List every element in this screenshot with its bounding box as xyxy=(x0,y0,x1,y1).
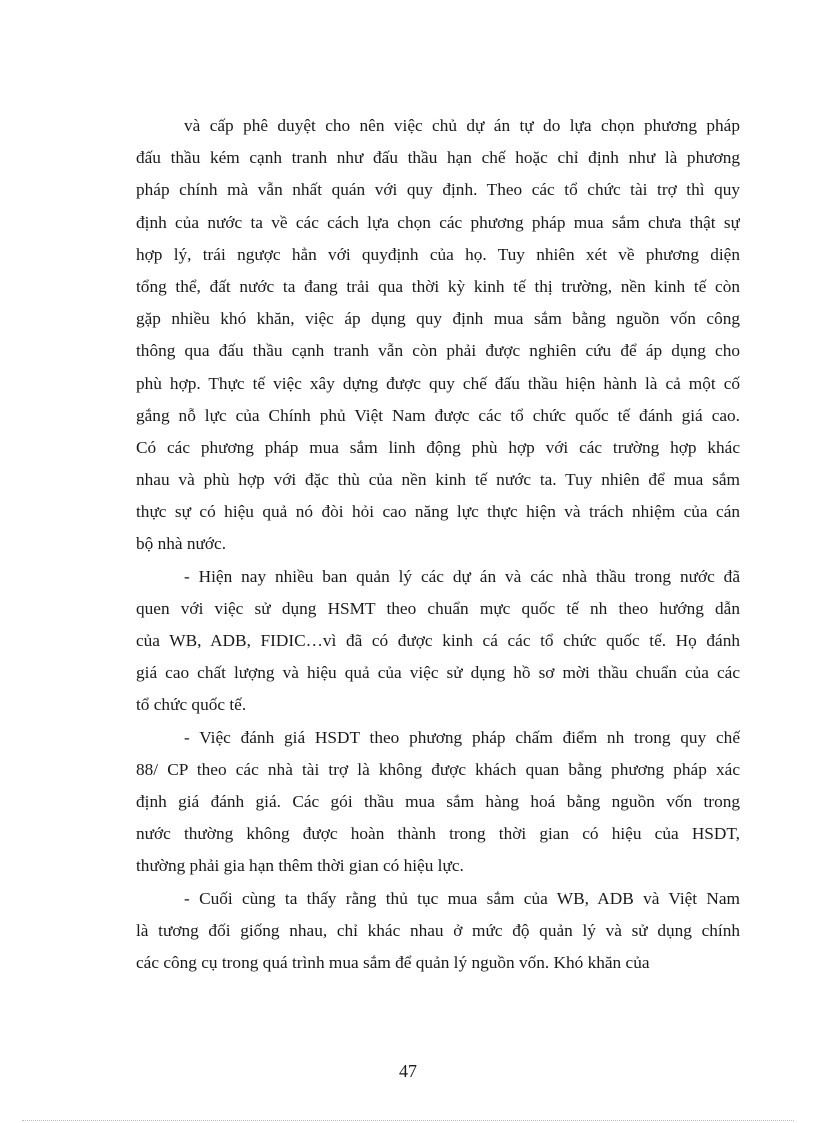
text-line: phù hợp. Thực tế việc xây dựng được quy chế đấu thầu hiện hành là cả một cố xyxy=(136,373,740,393)
text-line: nhau và phù hợp với đặc thù của nền kinh tế nước ta. Tuy nhiên để mua sắm xyxy=(136,470,740,490)
text-line: quen với việc sử dụng HSMT theo chuẩn mực quốc tế nh theo hướng dẫn xyxy=(136,598,740,618)
text-line: là tương đối giống nhau, chỉ khác nhau ở mức độ quản lý và sử dụng chính xyxy=(136,920,740,940)
text-line: gắng nỗ lực của Chính phủ Việt Nam được các tổ chức quốc tế đánh giá cao. xyxy=(136,405,740,425)
page-number: 47 xyxy=(399,1061,417,1081)
text-line: tổng thể, đất nước ta đang trải qua thời kỳ kinh tế thị trường, nền kinh tế còn xyxy=(136,276,740,296)
text-line: định của nước ta về các cách lựa chọn các phương pháp mua sắm chưa thật sự xyxy=(136,212,740,232)
text-line: định giá đánh giá. Các gói thầu mua sắm hàng hoá bằng nguồn vốn trong xyxy=(136,791,740,811)
text-line: tổ chức quốc tế. xyxy=(136,695,247,715)
text-line: đấu thầu kém cạnh tranh như đấu thầu hạn chế hoặc chỉ định như là phương xyxy=(136,148,740,168)
text-line: gặp nhiều khó khăn, việc áp dụng quy định mua sắm bằng nguồn vốn công xyxy=(136,309,740,329)
text-line: - Việc đánh giá HSDT theo phương pháp chấm điểm nh trong quy chế xyxy=(184,727,740,747)
text-line: - Cuối cùng ta thấy rằng thủ tục mua sắm của WB, ADB và Việt Nam xyxy=(184,888,740,908)
text-line: 88/ CP theo các nhà tài trợ là không được khách quan bằng phương pháp xác xyxy=(136,759,740,779)
text-line: hợp lý, trái ngược hẳn với quyđịnh của họ. Tuy nhiên xét về phương diện xyxy=(136,244,740,264)
footer-divider xyxy=(22,1120,794,1121)
text-line: - Hiện nay nhiều ban quản lý các dự án và các nhà thầu trong nước đã xyxy=(184,566,740,586)
page-body xyxy=(136,110,740,979)
text-line: của WB, ADB, FIDIC…vì đã có được kinh cá các tổ chức quốc tế. Họ đánh xyxy=(136,631,740,650)
text-line: bộ nhà nước. xyxy=(136,534,227,554)
text-line: thường phải gia hạn thêm thời gian có hiệu lực. xyxy=(136,856,464,876)
text-line: và cấp phê duyệt cho nên việc chủ dự án tự do lựa chọn phương pháp xyxy=(184,116,740,135)
text-line: nước thường không được hoàn thành trong thời gian có hiệu của HSDT, xyxy=(136,824,740,844)
text-line: các công cụ trong quá trình mua sắm để quản lý nguồn vốn. Khó khăn của xyxy=(136,952,650,972)
text-line: thực sự có hiệu quả nó đòi hỏi cao năng lực thực hiện và trách nhiệm của cán xyxy=(136,502,740,522)
text-line: thông qua đấu thầu cạnh tranh vẫn còn phải được nghiên cứu để áp dụng cho xyxy=(136,341,740,361)
text-line: giá cao chất lượng và hiệu quả của việc sử dụng hồ sơ mời thầu chuẩn của các xyxy=(136,663,740,683)
text-line: Có các phương pháp mua sắm linh động phù hợp với các trường hợp khác xyxy=(136,437,740,457)
text-line: pháp chính mà vẫn nhất quán với quy định. Theo các tổ chức tài trợ thì quy xyxy=(136,180,740,200)
